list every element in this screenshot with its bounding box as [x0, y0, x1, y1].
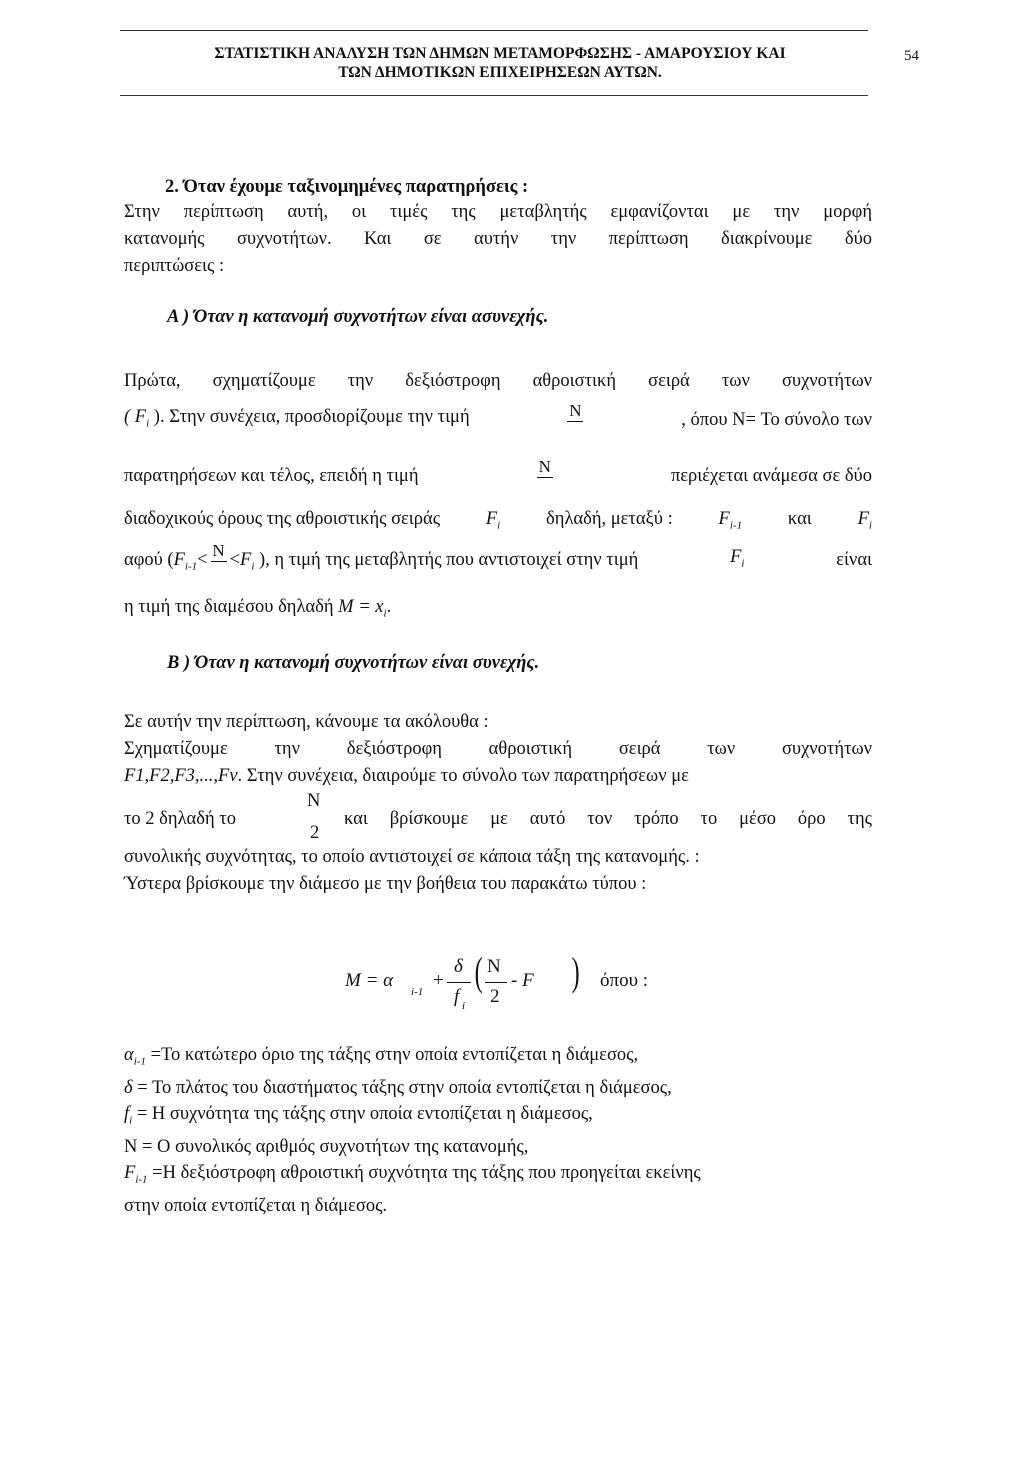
- F-i-symbol: $F_i$: [730, 546, 745, 570]
- formula-where: όπου :: [600, 970, 649, 991]
- median-formula: [345, 949, 665, 1028]
- definition-f: $f_i = H$ συχνότητα της τάξης στην οποία εντοπίζεται η διάμεσος,: [124, 1104, 593, 1127]
- case-a-line-5: [124, 542, 872, 579]
- case-a-line-4-and: και: [787, 509, 812, 529]
- header-bottom-rule: [120, 95, 868, 96]
- case-a-line-2-end: , όπου N= Το σύνολο των: [681, 410, 872, 430]
- case-a-line-3: [124, 458, 872, 495]
- definition-tail: στην οποία εντοπίζεται η διάμεσος.: [124, 1196, 388, 1217]
- section-2-heading: 2. Όταν έχουμε ταξινομημένες παρατηρήσεις :: [165, 177, 529, 197]
- F-i-symbol: $F_i$: [485, 509, 501, 532]
- case-a-line-2-start: ( $F_i$ ). Στην συνέχεια, προσδιορίζουμε την τιμή: [124, 406, 470, 430]
- section-2-paragraph-line-3: περιπτώσεις :: [124, 256, 225, 276]
- formula-plus: +: [433, 970, 444, 991]
- case-b-line-4-start: το 2 δηλαδή το: [124, 809, 236, 829]
- case-b-line-4: [124, 790, 872, 842]
- case-b-line-1: Σε αυτήν την περίπτωση, κάνουμε τα ακόλουθα :: [124, 712, 489, 732]
- definition-alpha: $\alpha_{i-1} =To$ κατώτερο όριο της τάξης στην οποία εντοπίζεται η διάμεσος,: [124, 1045, 639, 1068]
- formula-2: 2: [490, 986, 500, 1007]
- formula-minus-F: - F: [511, 970, 534, 991]
- case-a-heading: Α ) Όταν η κατανομή συχνοτήτων είναι ασυνεχής.: [167, 307, 549, 327]
- fraction-denominator-2: 2: [310, 823, 320, 843]
- formula-open-paren: (: [474, 949, 483, 994]
- section-2-paragraph-line-1: Στην περίπτωση αυτή, οι τιμές της μεταβλητής εμφανίζονται με την μορφή: [124, 202, 872, 222]
- case-b-line-2: Σχηματίζουμε την δεξιόστροφη αθροιστική σειρά των συχνοτήτων: [124, 739, 872, 759]
- section-2-paragraph-line-2: κατανομής συχνοτήτων. Και σε αυτήν την περίπτωση διακρίνουμε δύο: [124, 229, 872, 249]
- formula-f: f: [454, 986, 460, 1007]
- case-b-line-5: συνολικής συχνότητας, το οποίο αντιστοιχεί σε κάποια τάξη της κατανομής. :: [124, 847, 700, 867]
- formula-fraction-bar: [447, 982, 471, 983]
- page-number: 54: [904, 48, 919, 64]
- case-a-line-3-start: παρατηρήσεων και τέλος, επειδή η τιμή: [124, 466, 419, 486]
- case-b-line-4-end: και βρίσκουμε με αυτό τον τρόπο το μέσο όρο της: [344, 809, 872, 829]
- F-i-symbol: $F_i$: [857, 509, 872, 532]
- formula-delta: δ: [454, 956, 463, 977]
- running-header-line-2: ΤΩΝ ΔΗΜΟΤΙΚΩΝ ΕΠΙΧΕΙΡΗΣΕΩΝ ΑΥΤΩΝ.: [338, 64, 662, 81]
- n-over-2-fraction: N: [538, 457, 551, 476]
- definition-F: $F_{i-1} =H$ δεξιόστροφη αθροιστική συχνότητα της τάξης που προηγείται εκείνης: [124, 1163, 701, 1186]
- case-a-line-4-between: δηλαδή, μεταξύ :: [546, 509, 673, 529]
- definitions-list: [124, 1042, 701, 1219]
- case-a-line-4-text: διαδοχικούς όρους της αθροιστικής σειράς: [124, 509, 441, 529]
- case-a-line-5-end: είναι: [836, 550, 872, 570]
- formula-close-paren: ): [571, 949, 580, 994]
- header-top-rule: [120, 30, 868, 31]
- case-b-heading: Β ) Όταν η κατανομή συχνοτήτων είναι συνεχής.: [167, 653, 540, 673]
- running-header-line-1: ΣΤΑΤΙΣΤΙΚΗ ΑΝΑΛΥΣΗ ΤΩΝ ΔΗΜΩΝ ΜΕΤΑΜΟΡΦΩΣΗΣ - ΑΜΑΡΟΥΣΙΟΥ ΚΑΙ: [214, 45, 786, 62]
- fraction-numerator-N: N: [307, 791, 321, 811]
- inequality: αφού ($F_{i-1}<$ N $<F_i$ ), η τιμή της μεταβλητής που αντιστοιχεί στην τιμή: [124, 541, 639, 573]
- case-b-line-3: F1,F2,F3,...,Fv. Στην συνέχεια, διαιρούμε το σύνολο των παρατηρήσεων με: [124, 766, 689, 786]
- formula-lhs-subscript: i-1: [411, 986, 424, 998]
- formula-N: N: [487, 956, 501, 977]
- definition-delta: δ = Το πλάτος του διαστήματος τάξης στην οποία εντοπίζεται η διάμεσος,: [124, 1077, 672, 1098]
- case-a-line-6: η τιμή της διαμέσου δηλαδή $M = x_i$.: [124, 597, 392, 620]
- formula-inner-fraction-bar: [485, 982, 507, 983]
- definition-N: N = Ο συνολικός αριθμός συχνοτήτων της κατανομής,: [124, 1136, 529, 1157]
- case-a-line-4: [124, 508, 872, 538]
- formula-lhs: M = α: [345, 970, 394, 991]
- F-i-minus-1-symbol: $F_{i-1}$: [718, 509, 743, 532]
- n-over-2-fraction: N: [569, 401, 582, 420]
- case-a-line-1: Πρώτα, σχηματίζουμε την δεξιόστροφη αθροιστική σειρά των συχνοτήτων: [124, 371, 872, 391]
- case-a-line-2: [124, 402, 872, 439]
- case-a-line-3-end: περιέχεται ανάμεσα σε δύο: [670, 466, 872, 486]
- case-b-line-6: Ύστερα βρίσκουμε την διάμεσο με την βοήθεια του παρακάτω τύπου :: [124, 874, 647, 894]
- formula-f-subscript: i: [462, 1000, 466, 1012]
